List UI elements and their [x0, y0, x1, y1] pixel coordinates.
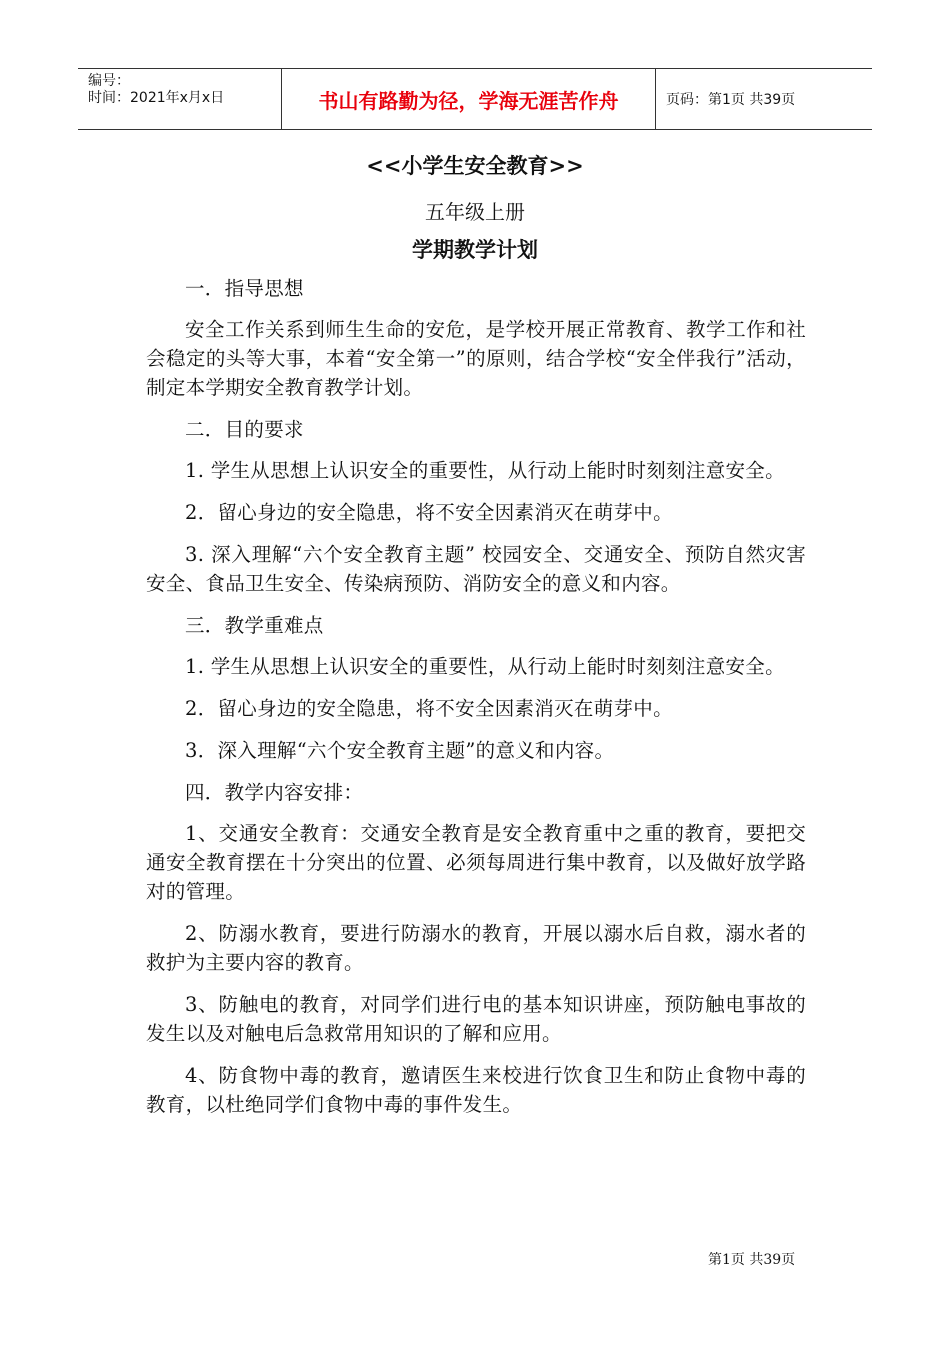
- page-header: [78, 68, 872, 130]
- list-item: 4、防食物中毒的教育，邀请医生来校进行饮食卫生和防止食物中毒的教育，以杜绝同学们食物中毒的事件发生。: [146, 1064, 806, 1116]
- header-meta: [78, 69, 282, 129]
- list-item: 2．留心身边的安全隐患，将不安全因素消灭在萌芽中。: [185, 697, 673, 720]
- header-page-info: 页码：第1页 共39页: [666, 92, 796, 108]
- list-item: 1. 学生从思想上认识安全的重要性，从行动上能时时刻刻注意安全。: [185, 459, 785, 482]
- list-item: 2．留心身边的安全隐患，将不安全因素消灭在萌芽中。: [185, 501, 673, 524]
- list-item: 1、交通安全教育：交通安全教育是安全教育重中之重的教育，要把交通安全教育摆在十分突出的位置、必须每周进行集中教育，以及做好放学路对的管理。: [146, 822, 806, 903]
- grade-subtitle: 五年级上册: [425, 200, 525, 224]
- list-item: 1. 学生从思想上认识安全的重要性，从行动上能时时刻刻注意安全。: [185, 655, 785, 678]
- section-heading: 四．教学内容安排：: [185, 781, 364, 804]
- list-item: 3．深入理解“六个安全教育主题”的意义和内容。: [185, 739, 615, 762]
- number-label: 编号：: [88, 73, 130, 89]
- plan-subtitle: 学期教学计划: [412, 237, 538, 262]
- paragraph: 安全工作关系到师生生命的安危，是学校开展正常教育、教学工作和社会稳定的头等大事，本着“安全第一”的原则，结合学校“安全伴我行”活动，制定本学期安全教育教学计划。: [146, 318, 806, 399]
- section-heading: 三．教学重难点: [185, 614, 324, 637]
- list-item: 3. 深入理解“六个安全教育主题” 校园安全、交通安全、预防自然灾害安全、食品卫生安全、传染病预防、消防安全的意义和内容。: [146, 543, 806, 595]
- list-item: 3、防触电的教育，对同学们进行电的基本知识讲座，预防触电事故的发生以及对触电后急救常用知识的了解和应用。: [146, 993, 806, 1045]
- time-label: 时间：2021年x月x日: [88, 90, 225, 106]
- header-motto: 书山有路勤为径，学海无涯苦作舟: [282, 69, 656, 129]
- document-title: <<小学生安全教育>>: [366, 153, 584, 178]
- section-heading: 一．指导思想: [185, 277, 304, 300]
- document-body: [146, 274, 806, 1132]
- section-heading: 二．目的要求: [185, 418, 304, 441]
- list-item: 2、防溺水教育，要进行防溺水的教育，开展以溺水后自救，溺水者的救护为主要内容的教育。: [146, 922, 806, 974]
- page-footer: 第1页 共39页: [708, 1252, 796, 1268]
